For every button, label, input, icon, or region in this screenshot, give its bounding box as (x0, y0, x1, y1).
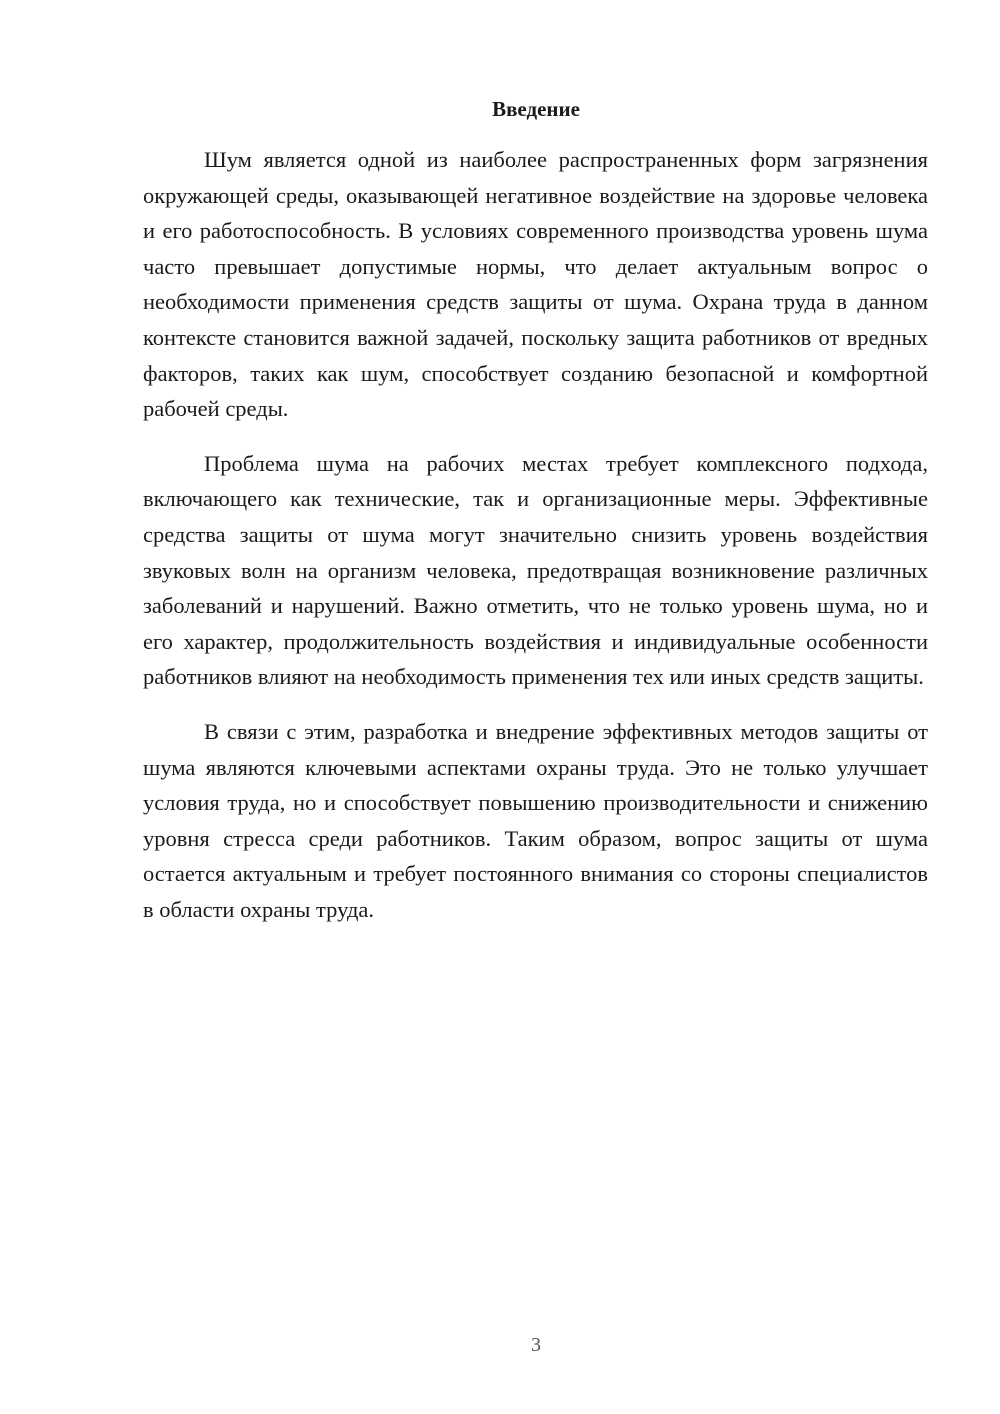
page-number: 3 (531, 1334, 541, 1356)
paragraph-2: Проблема шума на рабочих местах требует комплексного подхода, включающего как технические, так и организационные меры. Эффективные средства защиты от шума могут значительно снизить уровень воздействия звуковых волн на организм человека, предотвращая возникновение различных заболеваний и нарушений. Важно отметить, что не только уровень шума, но и его характер, продолжительность воздействия и индивидуальные особенности работников влияют на необходимость применения тех или иных средств защиты. (143, 450, 928, 690)
paragraph-3: В связи с этим, разработка и внедрение эффективных методов защиты от шума являются ключевыми аспектами охраны труда. Это не только улучшает условия труда, но и способствует повышению производительности и снижению уровня стресса среди работников. Таким образом, вопрос защиты от шума остается актуальным и требует постоянного внимания со стороны специалистов в области охраны труда. (143, 718, 928, 922)
body-text (143, 142, 928, 946)
paragraph-1: Шум является одной из наиболее распространенных форм загрязнения окружающей среды, оказывающей негативное воздействие на здоровье человека и его работоспособность. В условиях современного производства уровень шума часто превышает допустимые нормы, что делает актуальным вопрос о необходимости применения средств защиты от шума. Охрана труда в данном контексте становится важной задачей, поскольку защита работников от вредных факторов, таких как шум, способствует созданию безопасной и комфортной рабочей среды. (143, 147, 928, 422)
section-heading: Введение (492, 97, 580, 121)
